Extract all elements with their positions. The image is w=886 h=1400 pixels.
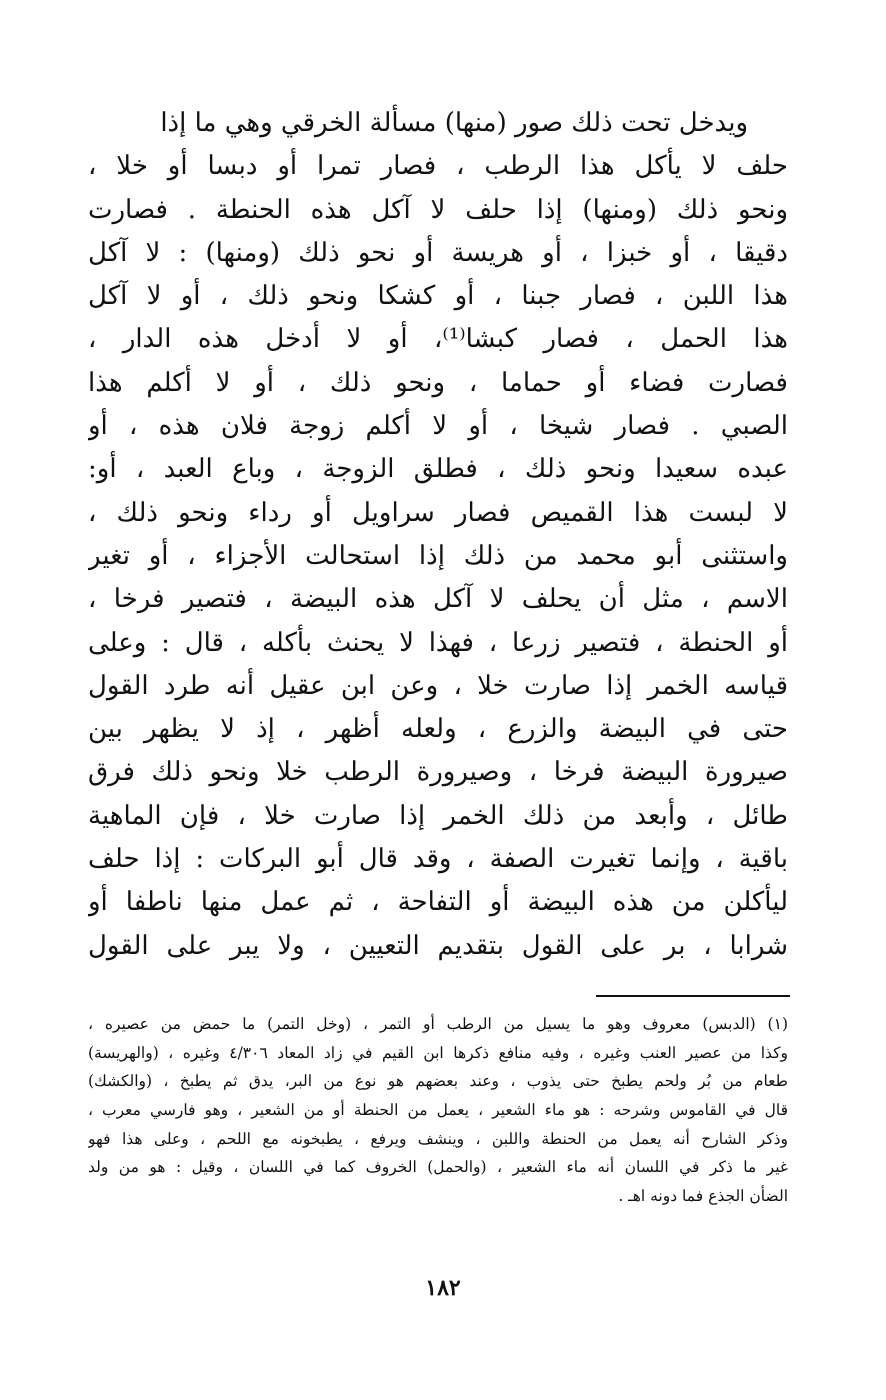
text-line: طائل ، وأبعد من ذلك الخمر إذا صارت خلا ، فإن الماهية bbox=[88, 800, 788, 831]
text-line: حتى في البيضة والزرع ، ولعله أظهر ، إذ لا يظهر بين bbox=[88, 714, 788, 745]
footnotes-block bbox=[88, 1010, 788, 1211]
footnote-line: وكذا من عصير العنب وغيره ، وفيه منافع ذكرها ابن القيم في زاد المعاد ٤/٣٠٦ وغيره ، (والهريسة) bbox=[88, 1043, 788, 1062]
text-line: ويدخل تحت ذلك صور (منها) مسألة الخرقي وهي ما إذا bbox=[160, 108, 748, 138]
text-line: فصارت فضاء أو حماما ، ونحو ذلك ، أو لا أكلم هذا bbox=[88, 367, 788, 398]
footnote-line: الضأن الجذع فما دونه اهـ . bbox=[618, 1187, 788, 1206]
text-line: الاسم ، مثل أن يحلف لا آكل هذه البيضة ، فتصير فرخا ، bbox=[88, 584, 788, 615]
text-line: هذا اللبن ، فصار جبنا ، أو كشكا ونحو ذلك ، أو لا آكل bbox=[88, 281, 788, 312]
text-line: صيرورة البيضة فرخا ، وصيرورة الرطب خلا ونحو ذلك فرق bbox=[88, 757, 788, 788]
footnote-line: غير ما ذكر في اللسان أنه ماء الشعير ، (والحمل) الخروف كما في اللسان ، وقيل : هو من ولد bbox=[88, 1158, 788, 1177]
text-line: هذا الحمل ، فصار كبشا⁽¹⁾، أو لا أدخل هذه الدار ، bbox=[88, 324, 788, 355]
text-line: ليأكلن من هذه البيضة أو التفاحة ، ثم عمل منها ناطفا أو bbox=[88, 887, 788, 918]
text-line: عبده سعيدا ونحو ذلك ، فطلق الزوجة ، وباع العبد ، أو: bbox=[88, 454, 788, 485]
text-line: أو الحنطة ، فتصير زرعا ، فهذا لا يحنث بأكله ، قال : وعلى bbox=[88, 627, 788, 658]
page-number: ١٨٢ bbox=[425, 1275, 461, 1301]
text-line: الصبي . فصار شيخا ، أو لا أكلم زوجة فلان هذه ، أو bbox=[88, 411, 788, 442]
text-line: باقية ، وإنما تغيرت الصفة ، وقد قال أبو البركات : إذا حلف bbox=[88, 844, 788, 875]
footnote-line: (١) (الدبس) معروف وهو ما يسيل من الرطب أو التمر ، (وخل التمر) ما حمض من عصيره ، bbox=[88, 1015, 788, 1033]
footnote-line: قال في القاموس وشرحه : هو ماء الشعير ، يعمل من الحنطة أو من الشعير ، وهو فارسي معرب ، bbox=[88, 1101, 788, 1120]
text-line: حلف لا يأكل هذا الرطب ، فصار تمرا أو دبسا أو خلا ، bbox=[88, 151, 788, 182]
main-text-block bbox=[88, 102, 788, 968]
text-line: ونحو ذلك (ومنها) إذا حلف لا آكل هذه الحنطة . فصارت bbox=[88, 194, 788, 225]
footnote-line: وذكر الشارح أنه يعمل من الحنطة واللبن ، وينشف ويرفع ، يطبخونه مع اللحم ، وعلى هذا فهو bbox=[88, 1129, 788, 1148]
text-line: قياسه الخمر إذا صارت خلا ، وعن ابن عقيل أنه طرد القول bbox=[88, 670, 788, 701]
text-line: دقيقا ، أو خبزا ، أو هريسة أو نحو ذلك (ومنها) : لا آكل bbox=[88, 237, 788, 268]
footnote-line: طعام من بُر ولحم يطبخ حتى يذوب ، وعند بعضهم هو نوع من البر، يدق ثم يطبخ ، (والكشك) bbox=[88, 1072, 788, 1091]
text-line: واستثنى أبو محمد من ذلك إذا استحالت الأجزاء ، أو تغير bbox=[88, 540, 788, 571]
footnote-divider bbox=[596, 995, 790, 997]
text-line: لا لبست هذا القميص فصار سراويل أو رداء ونحو ذلك ، bbox=[88, 497, 788, 528]
text-line: شرابا ، بر على القول بتقديم التعيين ، ولا يبر على القول bbox=[88, 930, 788, 961]
